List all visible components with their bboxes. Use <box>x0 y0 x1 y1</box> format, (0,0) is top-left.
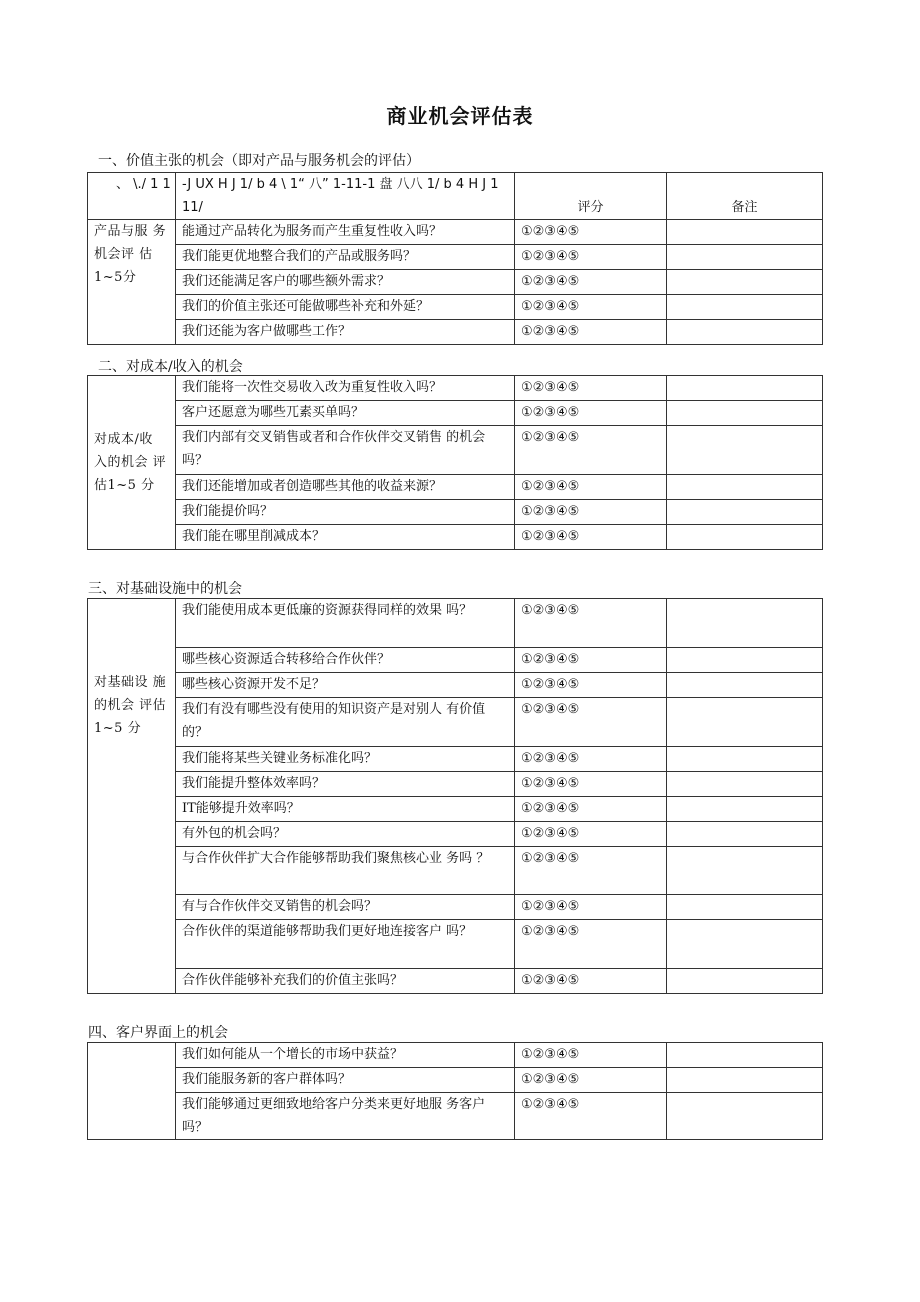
question-cell: 我们还能为客户做哪些工作？ <box>176 320 515 345</box>
rating-options[interactable]: ①②③④⑤ <box>515 220 667 245</box>
note-cell[interactable] <box>667 969 823 994</box>
rating-options[interactable]: ①②③④⑤ <box>515 698 667 747</box>
question-cell: 合作伙伴的渠道能够帮助我们更好地连接客户 吗？ <box>176 920 515 969</box>
question-cell: 有与合作伙伴交叉销售的机会吗？ <box>176 895 515 920</box>
rating-options[interactable]: ①②③④⑤ <box>515 475 667 500</box>
section-heading-infrastructure: 三、对基础设施中的机会 <box>88 581 242 597</box>
question-cell: 我们还能满足客户的哪些额外需求？ <box>176 270 515 295</box>
question-cell: 有外包的机会吗？ <box>176 822 515 847</box>
question-cell: 我们能更优地整合我们的产品或服务吗？ <box>176 245 515 270</box>
rating-options[interactable]: ①②③④⑤ <box>515 401 667 426</box>
customer-interface-table <box>87 1042 823 1140</box>
note-cell[interactable] <box>667 475 823 500</box>
question-cell: 我们能在哪里削减成本？ <box>176 525 515 550</box>
note-cell[interactable] <box>667 270 823 295</box>
rating-options[interactable]: ①②③④⑤ <box>515 500 667 525</box>
question-cell: 哪些核心资源开发不足？ <box>176 673 515 698</box>
header-note: 备注 <box>667 173 823 220</box>
category-cell: 对基础设 施的机会 评估 1~5 分 <box>88 599 176 994</box>
note-cell[interactable] <box>667 747 823 772</box>
section-heading-customer: 四、客户界面上的机会 <box>88 1025 228 1041</box>
rating-options[interactable]: ①②③④⑤ <box>515 320 667 345</box>
rating-options[interactable]: ①②③④⑤ <box>515 525 667 550</box>
rating-options[interactable]: ①②③④⑤ <box>515 1043 667 1068</box>
question-cell: 我们能将一次性交易收入改为重复性收入吗？ <box>176 376 515 401</box>
rating-options[interactable]: ①②③④⑤ <box>515 969 667 994</box>
rating-options[interactable]: ①②③④⑤ <box>515 797 667 822</box>
question-cell: 我们能够通过更细致地给客户分类来更好地服 务客户吗？ <box>176 1093 515 1140</box>
rating-options[interactable]: ①②③④⑤ <box>515 673 667 698</box>
rating-options[interactable]: ①②③④⑤ <box>515 426 667 475</box>
category-cell: 对成本/收 入的机会 评 估1~5 分 <box>88 376 176 550</box>
question-cell: 我们能使用成本更低廉的资源获得同样的效果 吗？ <box>176 599 515 648</box>
note-cell[interactable] <box>667 698 823 747</box>
question-cell: 哪些核心资源适合转移给合作伙伴？ <box>176 648 515 673</box>
category-cell <box>88 1043 176 1140</box>
question-cell: 我们的价值主张还可能做哪些补充和外延？ <box>176 295 515 320</box>
question-cell: 我们有没有哪些没有使用的知识资产是对别人 有价值的？ <box>176 698 515 747</box>
note-cell[interactable] <box>667 376 823 401</box>
note-cell[interactable] <box>667 822 823 847</box>
value-proposition-table <box>87 172 823 345</box>
question-cell: 我们能服务新的客户群体吗？ <box>176 1068 515 1093</box>
note-cell[interactable] <box>667 895 823 920</box>
question-cell: 客户还愿意为哪些兀素买单吗？ <box>176 401 515 426</box>
note-cell[interactable] <box>667 673 823 698</box>
cost-revenue-table <box>87 375 823 550</box>
rating-options[interactable]: ①②③④⑤ <box>515 1068 667 1093</box>
note-cell[interactable] <box>667 599 823 648</box>
note-cell[interactable] <box>667 401 823 426</box>
header-garbled-cell: 、 \./ 1 1 <box>88 173 176 220</box>
section-heading-value: 一、价值主张的机会（即对产品与服务机会的评估） <box>98 153 420 169</box>
note-cell[interactable] <box>667 1093 823 1140</box>
rating-options[interactable]: ①②③④⑤ <box>515 648 667 673</box>
question-cell: 我们内部有交叉销售或者和合作伙伴交叉销售 的机会吗？ <box>176 426 515 475</box>
question-cell: 我们还能增加或者创造哪些其他的收益来源？ <box>176 475 515 500</box>
note-cell[interactable] <box>667 500 823 525</box>
note-cell[interactable] <box>667 920 823 969</box>
question-cell: 能通过产品转化为服务而产生重复性收入吗？ <box>176 220 515 245</box>
note-cell[interactable] <box>667 295 823 320</box>
infrastructure-table <box>87 598 823 994</box>
rating-options[interactable]: ①②③④⑤ <box>515 1093 667 1140</box>
question-cell: 我们能提升整体效率吗？ <box>176 772 515 797</box>
rating-options[interactable]: ①②③④⑤ <box>515 822 667 847</box>
rating-options[interactable]: ①②③④⑤ <box>515 920 667 969</box>
rating-options[interactable]: ①②③④⑤ <box>515 270 667 295</box>
note-cell[interactable] <box>667 1068 823 1093</box>
header-score: 评分 <box>515 173 667 220</box>
rating-options[interactable]: ①②③④⑤ <box>515 376 667 401</box>
rating-options[interactable]: ①②③④⑤ <box>515 895 667 920</box>
note-cell[interactable] <box>667 220 823 245</box>
rating-options[interactable]: ①②③④⑤ <box>515 599 667 648</box>
question-cell: IT能够提升效率吗？ <box>176 797 515 822</box>
rating-options[interactable]: ①②③④⑤ <box>515 772 667 797</box>
note-cell[interactable] <box>667 648 823 673</box>
note-cell[interactable] <box>667 320 823 345</box>
page-title: 商业机会评估表 <box>386 104 534 128</box>
question-cell: 与合作伙伴扩大合作能够帮助我们聚焦核心业 务吗 ？ <box>176 847 515 895</box>
note-cell[interactable] <box>667 525 823 550</box>
question-cell: 我们能将某些关键业务标准化吗？ <box>176 747 515 772</box>
rating-options[interactable]: ①②③④⑤ <box>515 847 667 895</box>
rating-options[interactable]: ①②③④⑤ <box>515 245 667 270</box>
note-cell[interactable] <box>667 426 823 475</box>
category-cell: 产品与服 务机会评 估 1~5分 <box>88 220 176 345</box>
note-cell[interactable] <box>667 245 823 270</box>
question-cell: 我们如何能从一个增长的市场中获益？ <box>176 1043 515 1068</box>
rating-options[interactable]: ①②③④⑤ <box>515 747 667 772</box>
note-cell[interactable] <box>667 847 823 895</box>
header-garbled-text: -J UX H J 1/ b 4 \ 1“ 八” 1-11-1 盘 八八 1/ b 4 H J 1 11/ <box>176 173 515 220</box>
section-heading-cost: 二、对成本/收入的机会 <box>98 359 243 375</box>
note-cell[interactable] <box>667 1043 823 1068</box>
question-cell: 合作伙伴能够补充我们的价值主张吗？ <box>176 969 515 994</box>
question-cell: 我们能提价吗？ <box>176 500 515 525</box>
note-cell[interactable] <box>667 772 823 797</box>
rating-options[interactable]: ①②③④⑤ <box>515 295 667 320</box>
note-cell[interactable] <box>667 797 823 822</box>
